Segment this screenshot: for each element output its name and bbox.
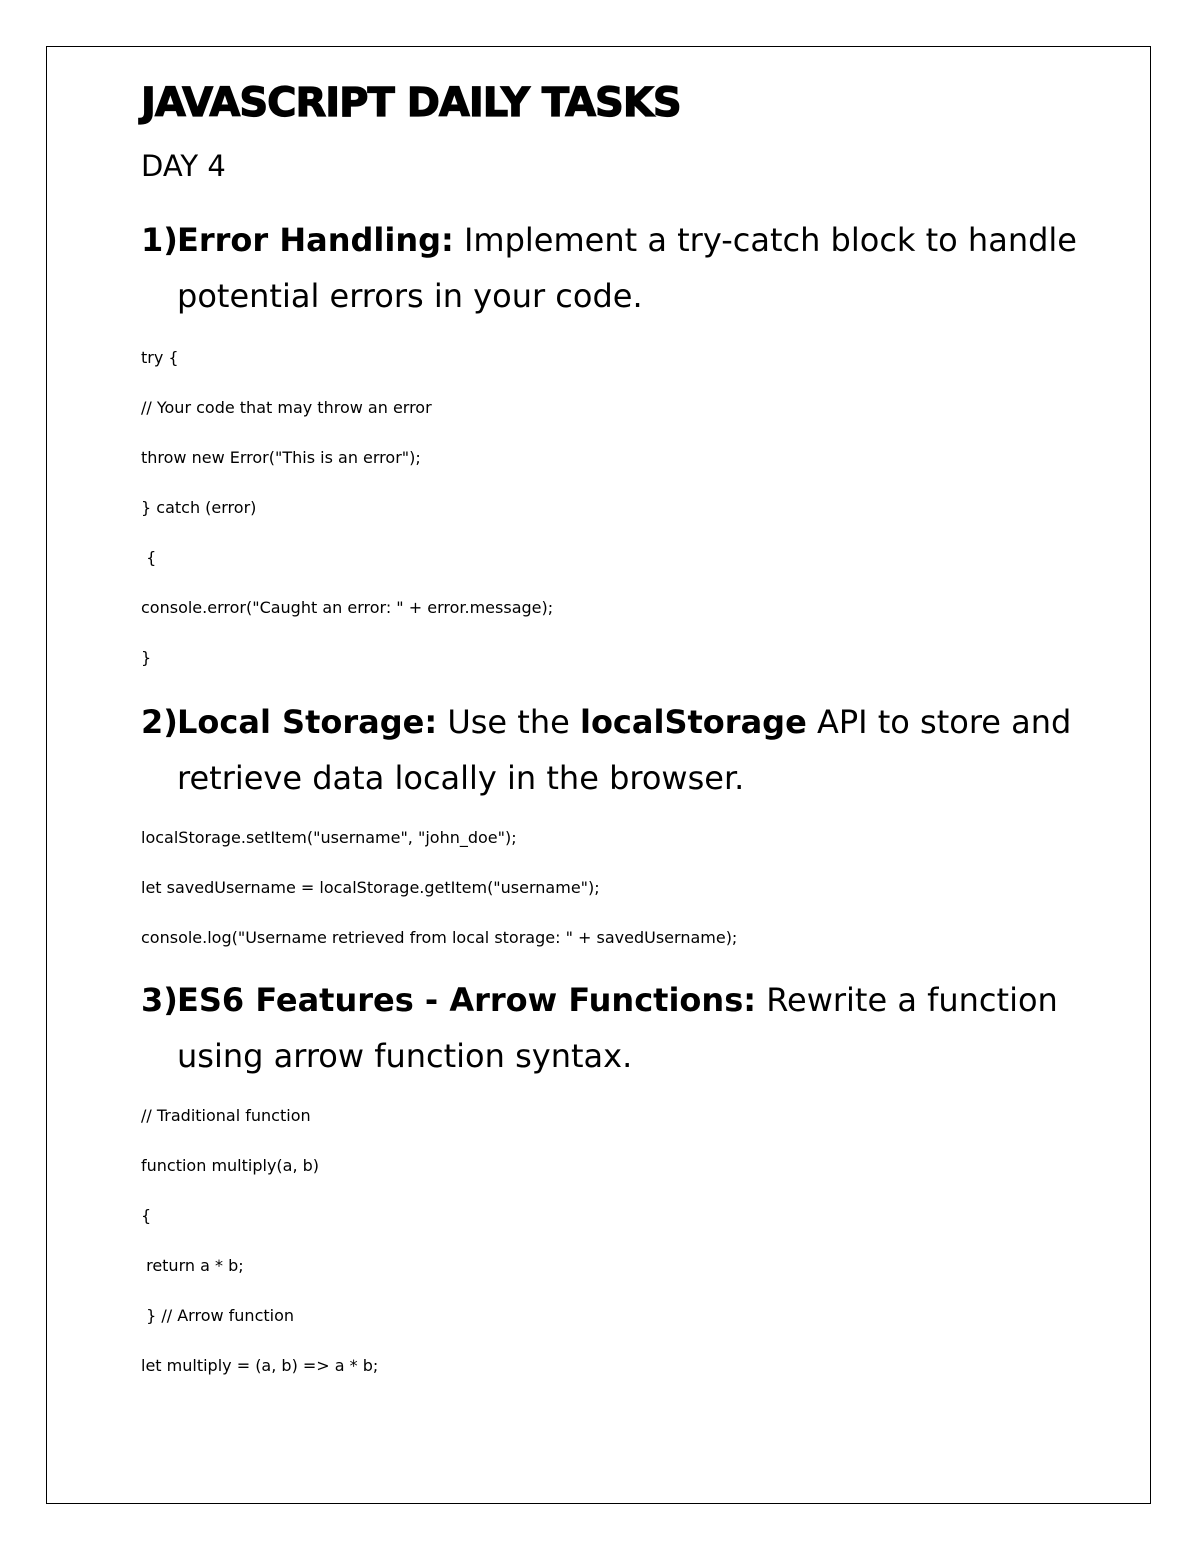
task-2-number: 2) (141, 703, 178, 741)
task-2-text-before: Use the (437, 703, 580, 741)
task-1-name: Error Handling: (177, 221, 454, 259)
code-line: function multiply(a, b) (141, 1156, 320, 1175)
code-line: try { (141, 348, 179, 367)
task-3-code-block (141, 1106, 1081, 1406)
task-1-code-block (141, 348, 1081, 698)
document-title: JAVASCRIPT DAILY TASKS (141, 80, 681, 126)
code-line: let savedUsername = localStorage.getItem("username"); (141, 878, 600, 897)
code-line: let multiply = (a, b) => a * b; (141, 1356, 379, 1375)
task-2-description (177, 694, 1081, 806)
task-3-description (177, 972, 1081, 1084)
code-line: } catch (error) (141, 498, 257, 517)
code-line: { (141, 548, 157, 567)
code-line: // Traditional function (141, 1106, 311, 1125)
task-3-heading (141, 972, 1081, 1084)
task-2-heading (141, 694, 1081, 806)
code-line: console.log("Username retrieved from local storage: " + savedUsername); (141, 928, 738, 947)
code-line: } (141, 648, 152, 667)
task-2-name: Local Storage: (177, 703, 438, 741)
code-line: } // Arrow function (141, 1306, 295, 1325)
task-1-heading (141, 212, 1081, 324)
code-line: { (141, 1206, 152, 1225)
code-line: // Your code that may throw an error (141, 398, 432, 417)
task-1-description (177, 212, 1081, 324)
code-line: throw new Error("This is an error"); (141, 448, 421, 467)
task-1-number: 1) (141, 221, 178, 259)
code-line: return a * b; (141, 1256, 244, 1275)
task-2-strong-term: localStorage (579, 703, 807, 741)
code-line: localStorage.setItem("username", "john_doe"); (141, 828, 517, 847)
task-3-name: ES6 Features - Arrow Functions: (177, 981, 757, 1019)
task-3-text: Rewrite a function using arrow function syntax. (177, 981, 1058, 1075)
task-2-text-after: API to store and retrieve data locally in the browser. (177, 703, 1072, 797)
task-1-text: Implement a try-catch block to handle potential errors in your code. (177, 221, 1077, 315)
document-content (141, 78, 1081, 1406)
task-2-code-block (141, 828, 1081, 978)
code-line: console.error("Caught an error: " + error.message); (141, 598, 554, 617)
task-3-number: 3) (141, 981, 178, 1019)
day-heading: DAY 4 (141, 149, 226, 183)
